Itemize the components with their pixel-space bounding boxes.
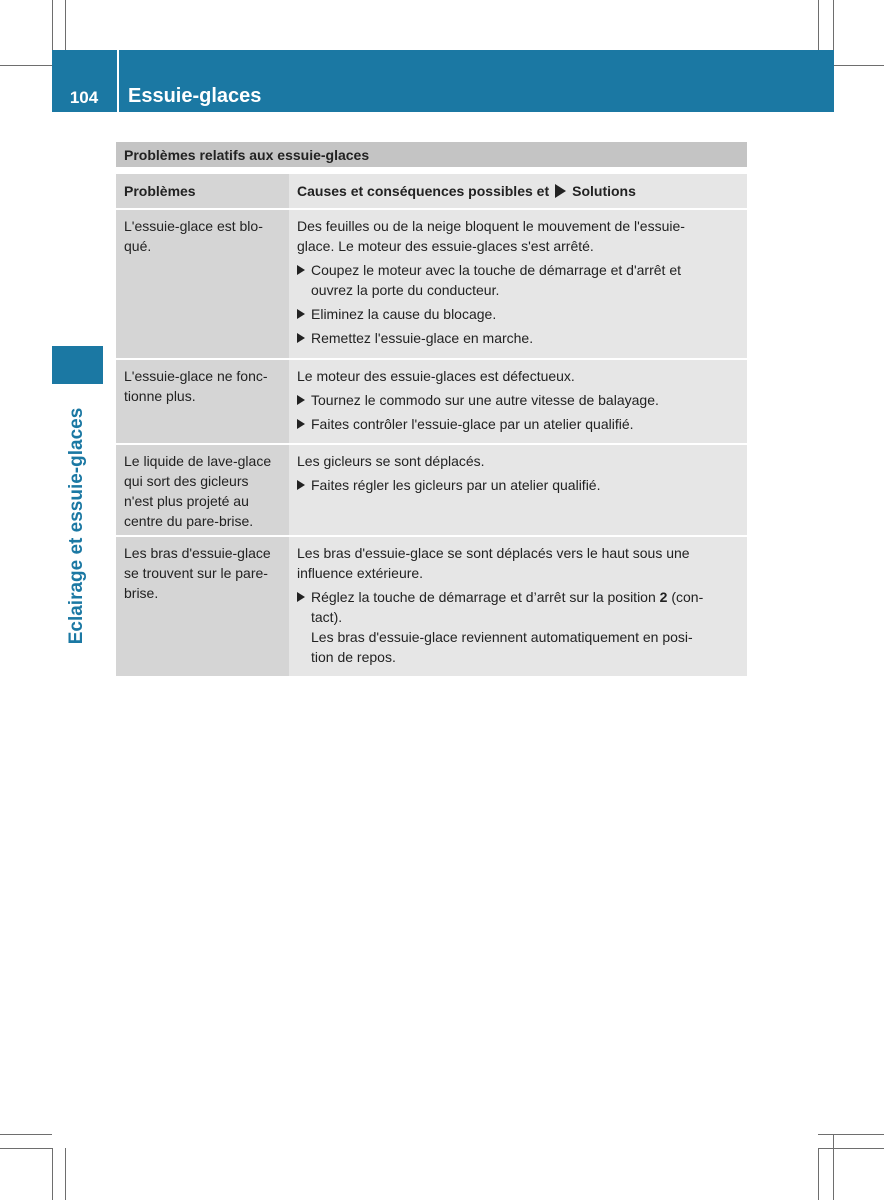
triangle-arrow-icon	[297, 333, 305, 343]
crop-mark	[0, 1148, 52, 1149]
crop-mark	[833, 1134, 834, 1200]
cause-text: Des feuilles ou de la neige bloquent le mouvement de l'essuie- glace. Le moteur des essuie-glaces s'est arrêté.	[297, 218, 685, 254]
solution-step: Réglez la touche de démarrage et d’arrêt sur la position 2 (con- tact). Les bras d'essuie-glace reviennent automatiquement en posi- tion de repos.	[297, 587, 741, 667]
solution-step: Remettez l'essuie-glace en marche.	[297, 328, 741, 348]
solution-step: Faites contrôler l'essuie-glace par un atelier qualifié.	[297, 414, 741, 434]
crop-mark	[65, 0, 66, 50]
crop-mark	[0, 1134, 52, 1135]
problem-text: Les bras d'essuie-glace se trouvent sur le pare- brise.	[124, 545, 271, 601]
cause-text: Les bras d'essuie-glace se sont déplacés vers le haut sous une influence extérieure.	[297, 545, 690, 581]
chapter-label: Eclairage et essuie-glaces	[66, 407, 87, 645]
triangle-arrow-icon	[297, 480, 305, 490]
column-header-causes-label: Causes et conséquences possibles et	[297, 183, 550, 199]
table-row	[116, 360, 747, 445]
triangle-arrow-icon	[297, 395, 305, 405]
header-divider	[117, 50, 119, 112]
table-row	[116, 537, 747, 676]
page-header	[52, 50, 834, 112]
crop-mark	[0, 65, 52, 66]
crop-mark	[65, 1148, 66, 1200]
chapter-tab	[52, 346, 103, 384]
table-row	[116, 210, 747, 360]
solution-step: Faites régler les gicleurs par un atelier qualifié.	[297, 475, 741, 495]
crop-mark	[818, 1148, 884, 1149]
table-header-row	[116, 174, 747, 210]
column-header-solutions-label: Solutions	[572, 183, 636, 199]
solution-step: Tournez le commodo sur une autre vitesse de balayage.	[297, 390, 741, 410]
crop-mark	[818, 1148, 819, 1200]
crop-mark	[818, 1134, 884, 1135]
triangle-arrow-icon	[297, 265, 305, 275]
solution-step: Eliminez la cause du blocage.	[297, 304, 741, 324]
cause-text: Les gicleurs se sont déplacés.	[297, 453, 485, 469]
solution-step: Coupez le moteur avec la touche de démarrage et d'arrêt et ouvrez la porte du conducteur.	[297, 260, 741, 300]
problem-text: Le liquide de lave-glace qui sort des gicleurs n'est plus projeté au centre du pare-brise.	[124, 453, 272, 529]
crop-mark	[52, 0, 53, 50]
triangle-arrow-icon	[297, 419, 305, 429]
crop-mark	[52, 1148, 53, 1200]
table-row	[116, 445, 747, 537]
column-header-causes	[289, 174, 747, 208]
crop-mark	[818, 0, 819, 50]
position-number: 2	[659, 589, 668, 605]
page-number: 104	[69, 88, 99, 107]
triangle-arrow-icon	[297, 309, 305, 319]
result-note: Les bras d'essuie-glace reviennent automatiquement en posi- tion de repos.	[311, 629, 693, 665]
cause-text: Le moteur des essuie-glaces est défectueux.	[297, 368, 575, 384]
table-title: Problèmes relatifs aux essuie-glaces	[116, 142, 747, 167]
triangle-arrow-icon	[297, 592, 305, 602]
crop-mark	[833, 0, 834, 50]
problem-text: L'essuie-glace est blo- qué.	[124, 218, 263, 254]
column-header-problems: Problèmes	[116, 174, 289, 208]
triangle-arrow-icon	[555, 184, 566, 198]
crop-mark	[834, 65, 884, 66]
problems-table	[116, 142, 747, 676]
problem-text: L'essuie-glace ne fonc- tionne plus.	[124, 368, 268, 404]
page-title: Essuie-glaces	[128, 85, 262, 107]
